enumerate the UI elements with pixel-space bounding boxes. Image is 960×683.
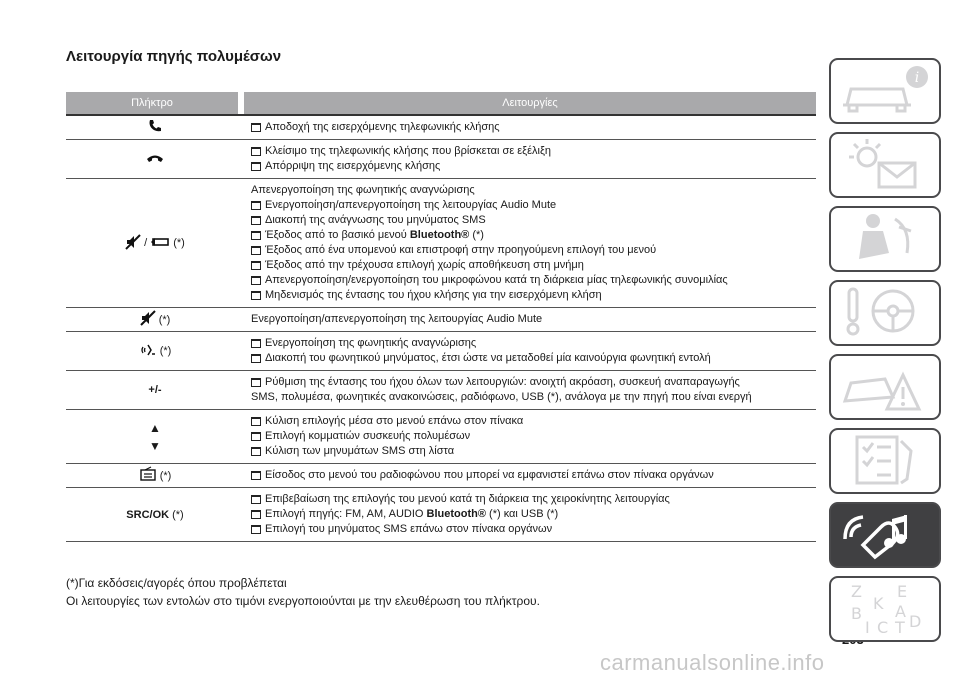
svg-text:i: i xyxy=(914,69,920,86)
function-line xyxy=(251,243,816,258)
functions-cell xyxy=(244,410,816,463)
bullet-icon xyxy=(251,147,261,156)
text-part: Κύλιση των μηνυμάτων SMS στη λίστα xyxy=(265,445,455,457)
radio-menu-icon xyxy=(139,466,157,485)
table-row xyxy=(66,140,816,179)
function-text xyxy=(251,390,752,405)
function-text xyxy=(265,120,500,135)
key-cell xyxy=(66,332,244,370)
function-text xyxy=(265,228,484,243)
function-text xyxy=(265,144,551,159)
phone-answer-icon xyxy=(147,118,163,137)
bullet-icon xyxy=(251,525,261,534)
footnote-release-note: Οι λειτουργίες των εντολών στο τιμόνι ενεργοποιούνται με την ελευθέρωση του πλήκτρου. xyxy=(66,594,540,608)
function-text xyxy=(265,375,740,390)
header-functions: Λειτουργίες xyxy=(244,92,816,114)
key-cell xyxy=(66,410,244,463)
chapter-tab[interactable] xyxy=(829,428,941,494)
bullet-icon xyxy=(251,471,261,480)
function-line xyxy=(251,120,816,135)
functions-cell xyxy=(244,488,816,541)
function-line xyxy=(251,429,816,444)
text-part: Απενεργοποίηση της φωνητικής αναγνώρισης xyxy=(251,184,475,196)
phone-hangup-icon xyxy=(146,152,164,167)
table-row xyxy=(66,179,816,308)
function-text xyxy=(265,243,656,258)
table-row xyxy=(66,464,816,488)
function-line xyxy=(251,507,816,522)
svg-text:T: T xyxy=(895,617,905,635)
chapter-tab[interactable] xyxy=(829,206,941,272)
text-part: Είσοδος στο μενού του ραδιοφώνου που μπορεί να εμφανιστεί επάνω στον πίνακα οργάνων xyxy=(265,469,714,481)
table-row xyxy=(66,114,816,140)
function-line xyxy=(251,228,816,243)
key-label: (*) xyxy=(173,237,185,249)
bullet-icon xyxy=(251,447,261,456)
multimedia-icon xyxy=(837,505,933,566)
functions-cell xyxy=(244,332,816,370)
function-line xyxy=(251,522,816,537)
text-part: (*) xyxy=(469,229,484,241)
key-separator: / xyxy=(144,237,148,249)
arrows-up-down-icon xyxy=(149,421,161,453)
bullet-icon xyxy=(251,510,261,519)
menu-back-icon xyxy=(150,236,170,251)
svg-text:A: A xyxy=(895,601,906,621)
text-part: Κλείσιμο της τηλεφωνικής κλήσης που βρίσκεται σε εξέλιξη xyxy=(265,145,551,157)
emergency-triangle-icon xyxy=(837,357,933,418)
table-row xyxy=(66,332,816,371)
key-label: +/- xyxy=(148,384,162,396)
function-text xyxy=(251,183,475,198)
function-text xyxy=(251,312,542,327)
text-part: Απενεργοποίηση/ενεργοποίηση του μικροφώνου κατά τη διάρκεια μίας τηλεφωνικής συνομιλίας xyxy=(265,274,728,286)
bullet-icon xyxy=(251,123,261,132)
key-cell xyxy=(66,308,244,331)
key-cell xyxy=(66,371,244,409)
mute-icon xyxy=(140,310,156,329)
function-line xyxy=(251,492,816,507)
function-line xyxy=(251,144,816,159)
function-line xyxy=(251,351,816,366)
function-text xyxy=(265,288,602,303)
bullet-icon xyxy=(251,291,261,300)
function-text xyxy=(265,492,670,507)
bullet-icon xyxy=(251,354,261,363)
text-part: Ενεργοποίηση/απενεργοποίηση της λειτουργίας Audio Mute xyxy=(265,199,557,211)
key-cell xyxy=(66,464,244,487)
watermark: carmanualsonline.info xyxy=(600,650,825,675)
svg-text:K: K xyxy=(873,593,884,613)
table-row xyxy=(66,371,816,410)
bullet-icon xyxy=(251,339,261,348)
function-text xyxy=(265,522,552,537)
text-part: Αποδοχή της εισερχόμενης τηλεφωνικής κλήσης xyxy=(265,121,500,133)
key-label-suffix: (*) xyxy=(172,508,184,521)
functions-cell xyxy=(244,464,816,487)
function-line xyxy=(251,444,816,459)
functions-cell xyxy=(244,116,816,139)
function-text xyxy=(265,159,440,174)
function-text xyxy=(265,414,523,429)
text-part: Διακοπή της ανάγνωσης του μηνύματος SMS xyxy=(265,214,486,226)
function-line xyxy=(251,183,816,198)
function-line xyxy=(251,258,816,273)
page-title: Λειτουργία πηγής πολυμέσων xyxy=(66,48,282,65)
voice-command-icon xyxy=(139,342,157,361)
bold-term: Bluetooth® xyxy=(426,508,486,520)
key-label: (*) xyxy=(159,345,172,357)
warning-lights-icon xyxy=(837,135,933,196)
function-text xyxy=(265,198,556,213)
key-label: SRC/OK xyxy=(126,508,170,521)
table-header xyxy=(66,92,816,114)
chapter-tab[interactable] xyxy=(829,58,941,124)
bullet-icon xyxy=(251,216,261,225)
function-text xyxy=(265,213,486,228)
text-part: Ρύθμιση της έντασης του ήχου όλων των λειτουργιών: ανοιχτή ακρόαση, συσκευή αναπαραγωγής xyxy=(265,376,740,388)
text-part: Μηδενισμός της έντασης του ήχου κλήσης για την εισερχόμενη κλήση xyxy=(265,289,602,301)
chapter-tab[interactable] xyxy=(829,132,941,198)
bullet-icon xyxy=(251,246,261,255)
bullet-icon xyxy=(251,162,261,171)
key-cell xyxy=(66,179,244,307)
bullet-icon xyxy=(251,231,261,240)
svg-text:E: E xyxy=(897,581,908,601)
svg-text:I: I xyxy=(865,617,870,635)
function-line xyxy=(251,312,816,327)
key-cell xyxy=(66,140,244,178)
text-part: Επιλογή κομματιών συσκευής πολυμέσων xyxy=(265,430,471,442)
text-part: Έξοδος από την τρέχουσα επιλογή χωρίς αποθήκευση στη μνήμη xyxy=(265,259,584,271)
function-line xyxy=(251,414,816,429)
bullet-icon xyxy=(251,201,261,210)
function-text xyxy=(265,468,714,483)
function-line xyxy=(251,213,816,228)
text-part: Επιλογή πηγής: FM, AM, AUDIO xyxy=(265,508,427,520)
text-part: (*) και USB (*) xyxy=(485,508,559,520)
function-line xyxy=(251,375,816,390)
table-body xyxy=(66,114,816,542)
text-part: Απόρριψη της εισερχόμενης κλήσης xyxy=(265,160,441,172)
key-cell xyxy=(66,116,244,139)
key-cell xyxy=(66,488,244,541)
function-text xyxy=(265,258,584,273)
table-row xyxy=(66,308,816,332)
svg-text:D: D xyxy=(909,611,922,631)
text-part: Ενεργοποίηση της φωνητικής αναγνώρισης xyxy=(265,337,477,349)
bullet-icon xyxy=(251,495,261,504)
bullet-icon xyxy=(251,276,261,285)
arrow-down-icon: ▼ xyxy=(149,438,161,453)
maintenance-checklist-icon xyxy=(837,431,933,492)
key-label: (*) xyxy=(159,469,172,482)
functions-cell xyxy=(244,179,816,307)
bullet-icon xyxy=(251,261,261,270)
function-line xyxy=(251,336,816,351)
function-text xyxy=(265,429,470,444)
chapter-tab[interactable] xyxy=(829,280,941,346)
function-text xyxy=(265,351,711,366)
index-alphabet-icon xyxy=(837,579,933,640)
chapter-tab[interactable] xyxy=(829,502,941,568)
function-line xyxy=(251,390,816,405)
bullet-icon xyxy=(251,378,261,387)
controls-table xyxy=(66,92,816,542)
footnotes xyxy=(66,574,540,610)
function-line xyxy=(251,288,816,303)
mute-icon xyxy=(125,234,141,253)
footnote-availability: (*)Για εκδόσεις/αγορές όπου προβλέπεται xyxy=(66,576,287,590)
functions-cell xyxy=(244,140,816,178)
function-line xyxy=(251,159,816,174)
arrow-up-icon: ▲ xyxy=(149,420,161,435)
svg-text:B: B xyxy=(851,603,862,623)
driving-steering-icon xyxy=(837,283,933,344)
text-part: Επιβεβαίωση της επιλογής του μενού κατά τη διάρκεια της χειροκίνητης λειτουργίας xyxy=(265,493,670,505)
bullet-icon xyxy=(251,417,261,426)
key-label: (*) xyxy=(158,313,171,326)
function-text xyxy=(265,273,728,288)
function-line xyxy=(251,468,816,483)
bullet-icon xyxy=(251,432,261,441)
function-line xyxy=(251,198,816,213)
svg-text:C: C xyxy=(877,617,889,635)
chapter-tabs xyxy=(829,58,941,650)
function-line xyxy=(251,273,816,288)
text-part: Κύλιση επιλογής μέσα στο μενού επάνω στον πίνακα xyxy=(265,415,524,427)
header-key: Πλήκτρο xyxy=(66,92,238,114)
safety-seatbelt-icon xyxy=(837,209,933,270)
chapter-tab[interactable] xyxy=(829,354,941,420)
functions-cell xyxy=(244,308,816,331)
dashboard-info-icon xyxy=(837,61,933,122)
function-text xyxy=(265,444,454,459)
text-part: Ενεργοποίηση/απενεργοποίηση της λειτουργίας Audio Mute xyxy=(251,313,543,325)
text-part: SMS, πολυμέσα, φωνητικές ανακοινώσεις, ραδιόφωνο, USB (*), ανάλογα με την πηγή που είναι ενεργή xyxy=(251,391,752,403)
text-part: Έξοδος από ένα υπομενού και επιστροφή στην προηγούμενη επιλογή του μενού xyxy=(265,244,657,256)
text-part: Διακοπή του φωνητικού μηνύματος, έτσι ώστε να μεταδοθεί μία καινούργια φωνητική εντολή xyxy=(265,352,711,364)
text-part: Επιλογή του μηνύματος SMS επάνω στον πίνακα οργάνων xyxy=(265,523,553,535)
svg-text:Z: Z xyxy=(851,581,862,601)
table-row xyxy=(66,410,816,464)
chapter-tab[interactable] xyxy=(829,576,941,642)
table-row xyxy=(66,488,816,542)
text-part: Έξοδος από το βασικό μενού xyxy=(265,229,410,241)
functions-cell xyxy=(244,371,816,409)
function-text xyxy=(265,336,476,351)
bold-term: Bluetooth® xyxy=(409,229,470,241)
function-text xyxy=(265,507,558,522)
